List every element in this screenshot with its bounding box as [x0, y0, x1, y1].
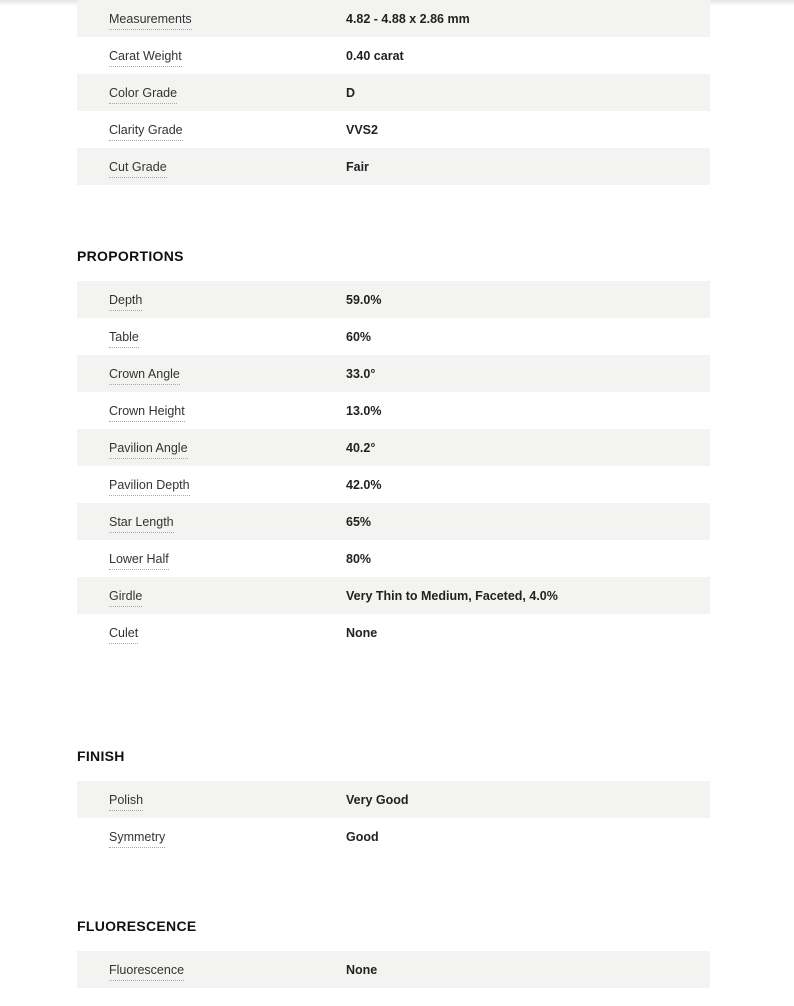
depth-label[interactable]: Depth [109, 293, 142, 311]
proportions-table [77, 281, 710, 651]
table-row [77, 281, 710, 318]
table-label[interactable]: Table [109, 330, 139, 348]
star-length-label[interactable]: Star Length [109, 515, 174, 533]
measurements-label[interactable]: Measurements [109, 12, 192, 30]
measurements-value: 4.82 - 4.88 x 2.86 mm [346, 11, 470, 26]
girdle-label[interactable]: Girdle [109, 589, 142, 607]
pavilion-depth-value: 42.0% [346, 477, 382, 492]
star-length-value: 65% [346, 514, 372, 529]
finish-heading: FINISH [77, 748, 125, 764]
culet-value: None [346, 625, 378, 640]
polish-label[interactable]: Polish [109, 793, 143, 811]
crown-height-label[interactable]: Crown Height [109, 404, 185, 422]
fluorescence-heading: FLUORESCENCE [77, 918, 197, 934]
carat-weight-label[interactable]: Carat Weight [109, 49, 182, 67]
fluorescence-value: None [346, 962, 378, 977]
table-row [77, 577, 710, 614]
clarity-grade-label[interactable]: Clarity Grade [109, 123, 183, 141]
girdle-value: Very Thin to Medium, Faceted, 4.0% [346, 588, 558, 603]
symmetry-label[interactable]: Symmetry [109, 830, 165, 848]
table-row [77, 318, 710, 355]
crown-angle-label[interactable]: Crown Angle [109, 367, 180, 385]
crown-angle-value: 33.0° [346, 366, 376, 381]
table-row [77, 74, 710, 111]
cut-grade-label[interactable]: Cut Grade [109, 160, 167, 178]
fluorescence-label[interactable]: Fluorescence [109, 963, 184, 981]
symmetry-value: Good [346, 829, 379, 844]
table-row [77, 466, 710, 503]
lower-half-label[interactable]: Lower Half [109, 552, 169, 570]
table-row [77, 355, 710, 392]
proportions-heading: PROPORTIONS [77, 248, 184, 264]
table-row [77, 818, 710, 855]
table-row [77, 614, 710, 651]
table-row [77, 429, 710, 466]
fluorescence-table [77, 951, 710, 988]
color-grade-label[interactable]: Color Grade [109, 86, 177, 104]
clarity-grade-value: VVS2 [346, 122, 378, 137]
table-row [77, 111, 710, 148]
carat-weight-value: 0.40 carat [346, 48, 404, 63]
cut-grade-value: Fair [346, 159, 369, 174]
pavilion-depth-label[interactable]: Pavilion Depth [109, 478, 190, 496]
table-row [77, 0, 710, 37]
depth-value: 59.0% [346, 292, 382, 307]
pavilion-angle-label[interactable]: Pavilion Angle [109, 441, 188, 459]
table-row [77, 951, 710, 988]
grading-table [77, 0, 710, 185]
color-grade-value: D [346, 85, 356, 100]
table-row [77, 392, 710, 429]
crown-height-value: 13.0% [346, 403, 382, 418]
table-row [77, 503, 710, 540]
finish-table [77, 781, 710, 855]
polish-value: Very Good [346, 792, 409, 807]
pavilion-angle-value: 40.2° [346, 440, 376, 455]
culet-label[interactable]: Culet [109, 626, 138, 644]
table-row [77, 540, 710, 577]
table-row [77, 781, 710, 818]
lower-half-value: 80% [346, 551, 372, 566]
table-row [77, 37, 710, 74]
table-value: 60% [346, 329, 372, 344]
table-row [77, 148, 710, 185]
